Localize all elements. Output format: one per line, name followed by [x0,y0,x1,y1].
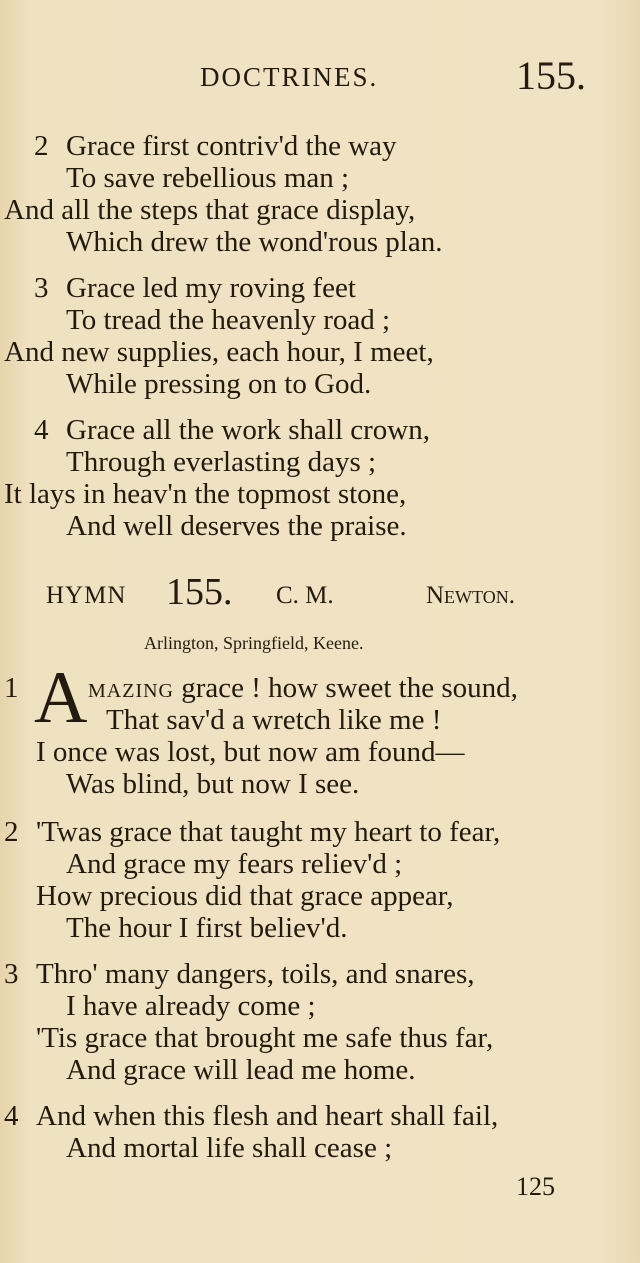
stanza-number: 2 [4,816,19,848]
verse-line: And well deserves the praise. [66,510,407,542]
stanza-number: 4 [34,414,49,446]
stanza-number: 2 [34,130,49,162]
hymn-heading [0,571,640,616]
verse-line: Through everlasting days ; [66,446,377,478]
verse-line: The hour I first believ'd. [66,912,348,944]
verse-line: 'Tis grace that brought me safe thus far, [36,1022,494,1054]
hymn-meter: C. M. [276,582,334,609]
verse-line: And when this flesh and heart shall fail, [36,1100,499,1132]
hymn-author: Newton. [426,582,515,609]
tune-names: Arlington, Springfield, Keene. [144,633,364,653]
verse-line: I have already come ; [66,990,316,1022]
verse-line: To tread the heavenly road ; [66,304,391,336]
verse-line: And all the steps that grace display, [4,194,416,226]
verse-line: I once was lost, but now am found— [36,736,465,768]
verse-line: How precious did that grace appear, [36,880,454,912]
stanza-number: 4 [4,1100,19,1132]
running-title: DOCTRINES. [200,62,379,92]
verse-line: Thro' many dangers, toils, and snares, [36,958,475,990]
verse-line: And mortal life shall cease ; [66,1132,393,1164]
verse-line: And grace my fears reliev'd ; [66,848,403,880]
hymn-label: HYMN [46,582,127,609]
verse-line-first [88,672,518,704]
verse-line: Grace led my roving feet [66,272,356,304]
verse-line: And new supplies, each hour, I meet, [4,336,434,368]
stanza-number: 3 [34,272,49,304]
running-header [0,52,640,102]
verse-line: It lays in heav'n the topmost stone, [4,478,407,510]
drop-cap: A [34,657,88,739]
verse-line: While pressing on to God. [66,368,372,400]
stanza-number: 3 [4,958,19,990]
verse-line: Was blind, but now I see. [66,768,360,800]
stanza-number: 1 [4,672,19,704]
verse-line: Grace first contriv'd the way [66,130,397,162]
signature-number: 125 [516,1172,555,1201]
verse-line: 'Twas grace that taught my heart to fear, [36,816,501,848]
verse-line: To save rebellious man ; [66,162,350,194]
page-number: 155. [516,53,586,98]
verse-line: And grace will lead me home. [66,1054,416,1086]
hymn-number: 155. [166,571,233,613]
verse-line: Grace all the work shall crown, [66,414,430,446]
verse-line-rest: grace ! how sweet the sound, [181,672,518,704]
verse-line: Which drew the wond'rous plan. [66,226,443,258]
verse-line: That sav'd a wretch like me ! [106,704,442,736]
small-caps-word: mazing [88,672,174,704]
